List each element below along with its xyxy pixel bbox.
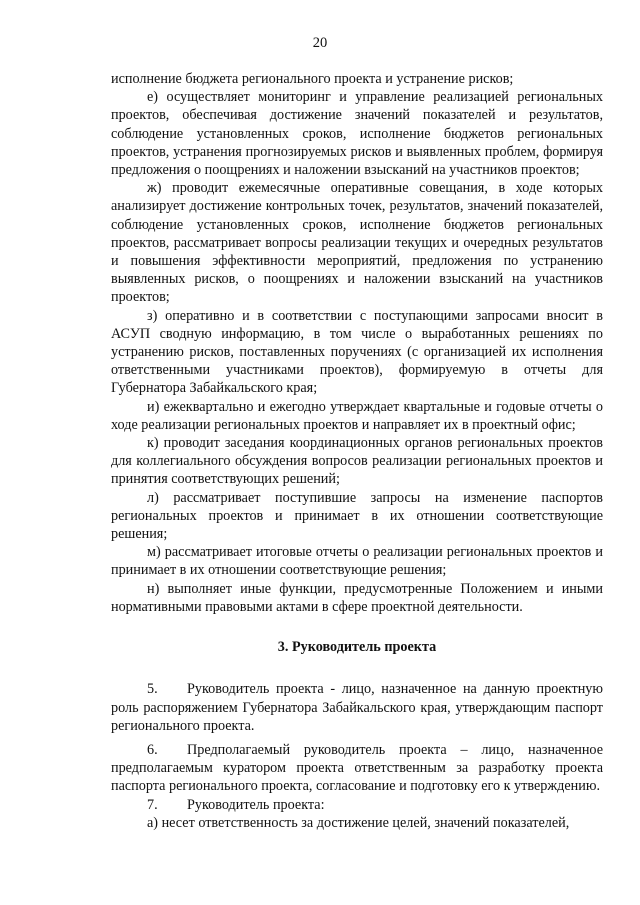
numbered-paragraph-6 xyxy=(111,741,603,796)
paragraph-item-z: з) оперативно и в соответствии с поступающими запросами вносит в АСУП сводную информацию, в том числе о выработанных решениях по устранению рисков, поставленных поручениях (с организацией их исполнения ответственными участниками проектов), формируемую в отчеты для Губернатора Забайкальского края; xyxy=(111,307,603,397)
paragraph-item-n: н) выполняет иные функции, предусмотренные Положением и иными нормативными правовыми актами в сфере проектной деятельности. xyxy=(111,580,603,615)
section-heading: 3. Руководитель проекта xyxy=(277,639,437,656)
page-number: 20 xyxy=(312,35,328,51)
paragraph-item-m: м) рассматривает итоговые отчеты о реализации региональных проектов и принимает в их отношении соответствующие решения; xyxy=(111,544,603,579)
paragraph-number: 6. xyxy=(147,741,158,758)
paragraph-continuation: исполнение бюджета регионального проекта и устранение рисков; xyxy=(111,71,514,87)
paragraph-text: Руководитель проекта: xyxy=(187,796,325,813)
paragraph-item-k: к) проводит заседания координационных органов региональных проектов для коллегиального обсуждения вопросов реализации региональных проектов и принятия соответствующих решений; xyxy=(111,435,603,488)
paragraph-item-l: л) рассматривает поступившие запросы на изменение паспортов региональных проектов и принимает в их отношении соответствующие решения; xyxy=(111,489,603,543)
paragraph-text: Предполагаемый руководитель проекта – лицо, назначенное предполагаемым куратором проекта ответственным за разработку проекта паспорта регионального проекта, согласование и подготовку его к утверждению. xyxy=(111,741,603,795)
numbered-paragraph-7 xyxy=(111,796,603,814)
paragraph-item-zh: ж) проводит ежемесячные оперативные совещания, в ходе которых анализирует достижение контрольных точек, результатов, значений показателей, соблюдение установленных сроков, исполнение бюджетов региональных проектов, рассматривает вопросы реализации текущих и очередных результатов и повышения эффективности мероприятий, предложения по устранению выявленных рисков, о поощрениях и наложении взысканий на участников проектов; xyxy=(111,180,603,306)
paragraph-text: Руководитель проекта - лицо, назначенное на данную проектную роль распоряжением Губернатора Забайкальского края, утверждающим паспорт регионального проекта. xyxy=(111,681,603,734)
paragraph-item-i: и) ежеквартально и ежегодно утверждает квартальные и годовые отчеты о ходе реализации региональных проектов и направляет их в проектный офис; xyxy=(111,398,603,433)
paragraph-number: 7. xyxy=(147,796,158,813)
paragraph-item-e: е) осуществляет мониторинг и управление реализацией региональных проектов, обеспечивая достижение значений показателей и результатов, соблюдение установленных сроков, исполнение бюджетов региональных проектов, устранения прогнозируемых рисков и выявленных проблем, формируя предложения о поощрениях и наложении взысканий на участников проектов; xyxy=(111,89,603,179)
document-body xyxy=(111,70,603,832)
paragraph-number: 5. xyxy=(147,681,158,698)
paragraph-item-a: а) несет ответственность за достижение целей, значений показателей, xyxy=(147,814,570,831)
numbered-paragraph-5 xyxy=(111,680,603,735)
